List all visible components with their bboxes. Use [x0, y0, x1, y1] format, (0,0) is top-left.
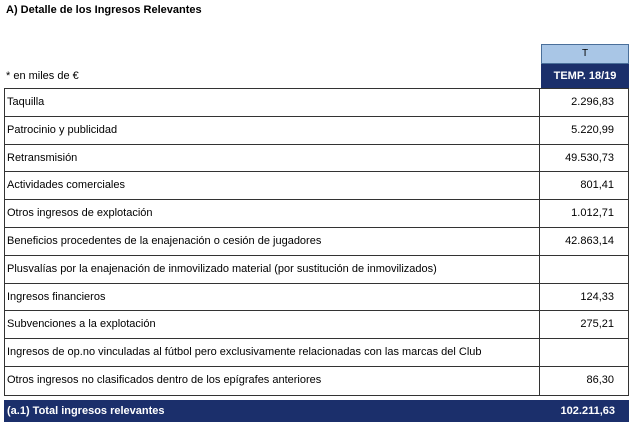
table-row — [5, 311, 628, 339]
row-label: Patrocinio y publicidad — [5, 117, 540, 144]
row-label: Ingresos financieros — [5, 284, 540, 311]
row-value: 42.863,14 — [565, 234, 614, 247]
row-label: Subvenciones a la explotación — [5, 311, 540, 338]
total-value: 102.211,63 — [560, 405, 615, 417]
row-value: 124,33 — [580, 290, 614, 303]
row-label: Beneficios procedentes de la enajenación o cesión de jugadores — [5, 228, 540, 255]
total-label: (a.1) Total ingresos relevantes — [7, 405, 165, 417]
row-label: Otros ingresos no clasificados dentro de los epígrafes anteriores — [5, 367, 540, 395]
row-value: 49.530,73 — [565, 151, 614, 164]
unit-note: * en miles de € — [6, 70, 79, 82]
row-value: 275,21 — [580, 318, 614, 331]
income-table — [4, 88, 629, 396]
table-row — [5, 172, 628, 200]
row-value: 2.296,83 — [571, 96, 614, 108]
table-row — [5, 284, 628, 312]
table-row — [5, 228, 628, 256]
column-season-header: TEMP. 18/19 — [541, 64, 629, 88]
row-label: Retransmisión — [5, 145, 540, 172]
page-title: A) Detalle de los Ingresos Relevantes — [6, 4, 202, 16]
total-row — [4, 400, 629, 422]
row-value — [540, 256, 628, 283]
row-value: 1.012,71 — [571, 207, 614, 220]
table-row — [5, 117, 628, 145]
row-value: 86,30 — [586, 373, 614, 386]
column-code-header: T — [541, 44, 629, 64]
row-label: Taquilla — [5, 89, 540, 116]
table-row — [5, 339, 628, 367]
row-label: Plusvalías por la enajenación de inmovilizado material (por sustitución de inmovilizados) — [5, 256, 540, 283]
row-value — [540, 339, 628, 366]
row-label: Ingresos de op.no vinculadas al fútbol pero exclusivamente relacionadas con las marcas del Club — [5, 339, 540, 366]
table-row — [5, 89, 628, 117]
row-value: 801,41 — [580, 179, 614, 192]
table-row — [5, 256, 628, 284]
row-label: Actividades comerciales — [5, 172, 540, 199]
table-row — [5, 200, 628, 228]
row-label: Otros ingresos de explotación — [5, 200, 540, 227]
row-value: 5.220,99 — [571, 123, 614, 136]
table-row — [5, 145, 628, 173]
table-row — [5, 367, 628, 395]
